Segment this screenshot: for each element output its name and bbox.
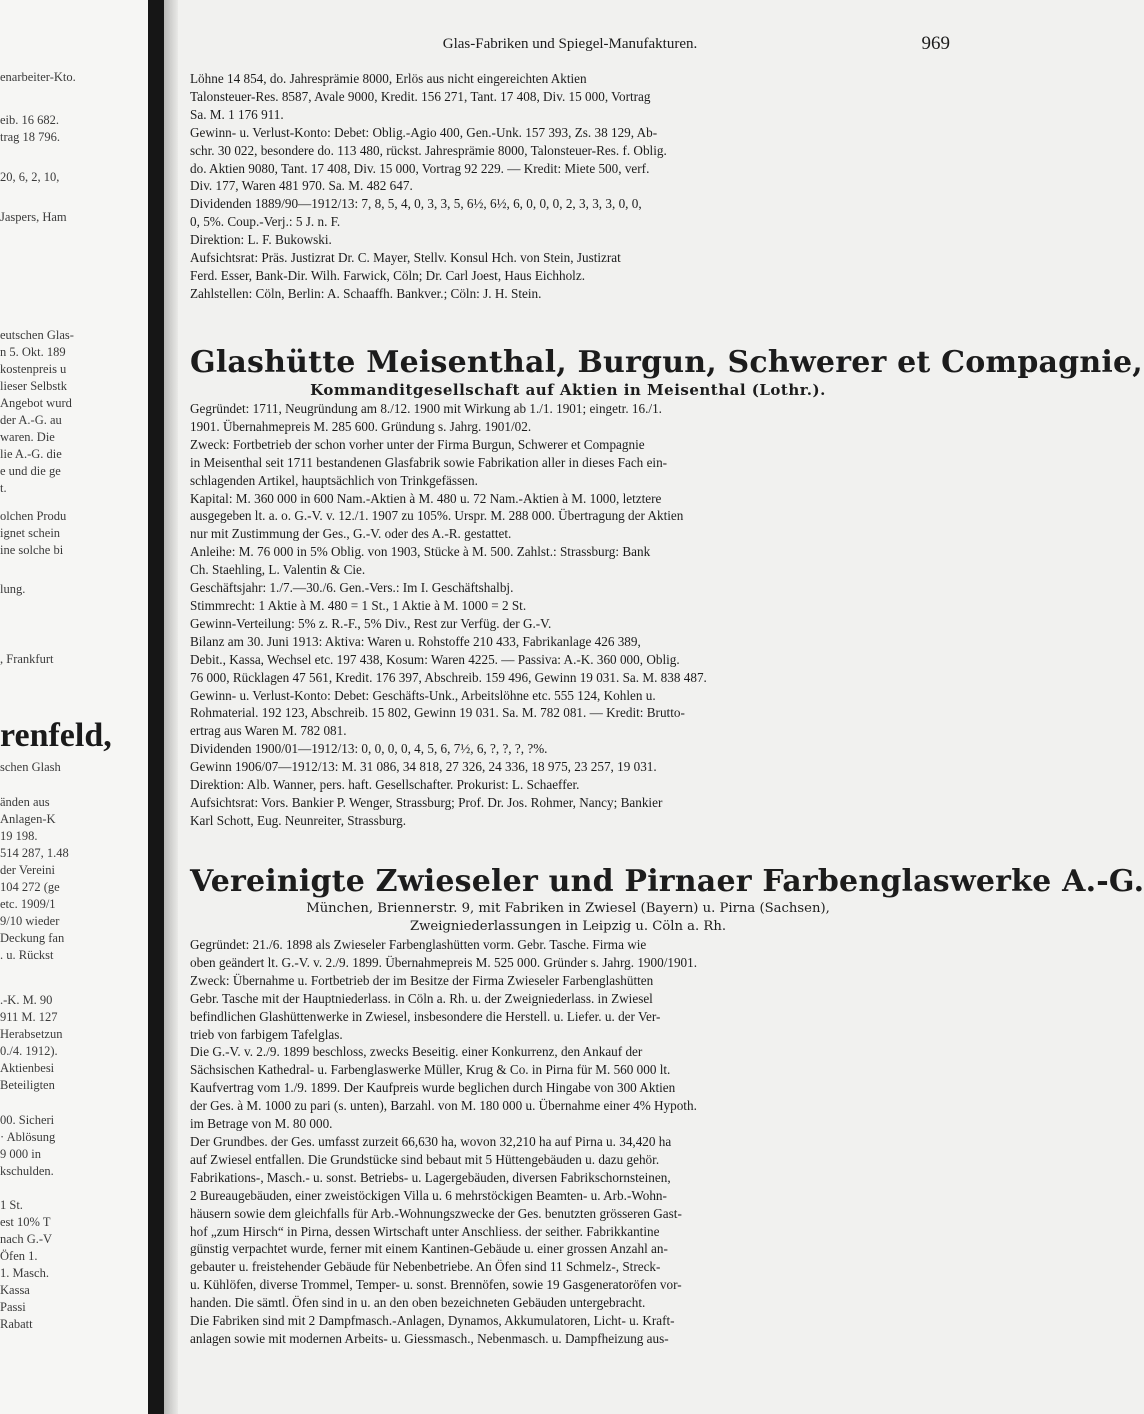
text-line: Direktion: Alb. Wanner, pers. haft. Gesellschafter. Prokurist: L. Schaeffer.: [190, 777, 580, 793]
entry-address: München, Briennerstr. 9, mit Fabriken in Zwiesel (Bayern) u. Pirna (Sachsen),: [306, 901, 830, 916]
text-line: Gewinn 1906/07—1912/13: M. 31 086, 34 818, 27 326, 24 336, 18 975, 23 257, 19 031.: [190, 759, 657, 775]
left-page-text: 9/10 wieder: [0, 914, 60, 928]
text-line: Geschäftsjahr: 1./7.—30./6. Gen.-Vers.: Im I. Geschäftshalbj.: [190, 580, 514, 596]
text-line: 76 000, Rücklagen 47 561, Kredit. 176 397, Abschreib. 159 496, Gewinn 19 031. Sa. M. 838 487.: [190, 669, 707, 685]
entry-zwiesel: [190, 864, 1144, 1348]
text-line: Zweck: Übernahme u. Fortbetrieb der im Besitze der Firma Zwieseler Farbenglashütten: [190, 972, 654, 988]
text-line: Aufsichtsrat: Vors. Bankier P. Wenger, Strassburg; Prof. Dr. Jos. Rohmer, Nancy; Bankier: [190, 794, 663, 810]
entry-branches: Zweigniederlassungen in Leipzig u. Cöln a. Rh.: [409, 919, 727, 934]
left-page-text: Kassa: [0, 1283, 30, 1297]
left-page-text: etc. 1909/1: [0, 897, 56, 911]
text-line: Kaufvertrag vom 1./9. 1899. Der Kaufpreis wurde beglichen durch Hingabe von 300 Aktien: [190, 1080, 676, 1096]
left-page-text: 0./4. 1912).: [0, 1044, 58, 1058]
book-gutter: [148, 0, 164, 1414]
left-page-fragment: [0, 0, 148, 1414]
left-page-text: 9 000 in: [0, 1147, 41, 1161]
left-page-text: est 10% T: [0, 1215, 51, 1229]
entry-subtitle: Kommanditgesellschaft auf Aktien in Meisenthal (Lothr.).: [310, 381, 826, 399]
text-line: Div. 177, Waren 481 970. Sa. M. 482 647.: [190, 178, 413, 194]
left-page-text: 104 272 (ge: [0, 880, 60, 894]
text-line: do. Aktien 9080, Tant. 17 408, Div. 15 000, Vortrag 92 229. — Kredit: Miete 500, verf.: [190, 160, 650, 176]
text-line: Dividenden 1900/01—1912/13: 0, 0, 0, 0, 4, 5, 6, 7½, 6, ?, ?, ?, ?%.: [190, 741, 548, 757]
text-line: Sa. M. 1 176 911.: [190, 106, 284, 122]
text-line: schr. 30 022, besondere do. 113 480, rückst. Jahresprämie 8000, Talonsteuer-Res. f. Oblig.: [190, 142, 667, 158]
left-page-text: änden aus: [0, 795, 50, 809]
left-page-text: Jaspers, Ham: [0, 210, 67, 224]
left-page-text: 911 M. 127: [0, 1010, 58, 1024]
text-line: oben geändert lt. G.-V. v. 2./9. 1899. Übernahmepreis M. 525 000. Gründer s. Jahrg. 1900/1901.: [190, 954, 698, 970]
text-line: ausgegeben lt. a. o. G.-V. v. 12./1. 1907 zu 105%. Urspr. M. 288 000. Übertragung der Aktien: [190, 508, 684, 524]
left-page-text: Angebot wurd: [0, 396, 72, 410]
left-page-text: eutschen Glas-: [0, 328, 74, 342]
text-line: Anleihe: M. 76 000 in 5% Oblig. von 1903, Stücke à M. 500. Zahlst.: Strassburg: Bank: [190, 544, 651, 560]
text-line: Debit., Kassa, Wechsel etc. 197 438, Kosum: Waren 4225. — Passiva: A.-K. 360 000, Oblig.: [190, 651, 680, 667]
left-page-text: kschulden.: [0, 1164, 54, 1178]
left-page-text: nach G.-V: [0, 1232, 53, 1246]
text-line: anlagen sowie mit modernen Arbeits- u. Giessmasch., Nebenmasch. u. Dampfheizung aus-: [190, 1330, 669, 1346]
text-line: Ch. Staehling, L. Valentin & Cie.: [190, 562, 366, 578]
page-number: 969: [921, 33, 950, 54]
left-page-text: ignet schein: [0, 526, 61, 540]
left-page-text: .-K. M. 90: [0, 993, 53, 1007]
left-page-text: olchen Produ: [0, 509, 67, 523]
text-line: Direktion: L. F. Bukowski.: [190, 232, 332, 248]
entry-title: Vereinigte Zwieseler und Pirnaer Farbenglaswerke A.-G.: [190, 864, 1144, 899]
left-page-text: 20, 6, 2, 10,: [0, 170, 60, 184]
text-line: Gegründet: 21./6. 1898 als Zwieseler Farbenglashütten vorm. Gebr. Tasche. Firma wie: [190, 937, 647, 952]
text-line: Ferd. Esser, Bank-Dir. Wilh. Farwick, Cöln; Dr. Carl Joest, Haus Eichholz.: [190, 267, 585, 283]
left-page-text: n 5. Okt. 189: [0, 345, 66, 359]
text-line: Stimmrecht: 1 Aktie à M. 480 = 1 St., 1 Aktie à M. 1000 = 2 St.: [190, 597, 527, 613]
left-page-text: 00. Sicheri: [0, 1113, 55, 1127]
text-line: gebauter u. freistehender Gebäude für Nebenbetriebe. An Öfen sind 11 Schmelz-, Streck-: [190, 1259, 661, 1275]
text-line: Aufsichtsrat: Präs. Justizrat Dr. C. Mayer, Stellv. Konsul Hch. von Stein, Justizrat: [190, 250, 621, 266]
text-line: Gebr. Tasche mit der Hauptniederlass. in Cöln a. Rh. u. der Zweigniederlass. in Zwiesel: [190, 990, 653, 1006]
left-page-text: Rabatt: [0, 1317, 33, 1331]
left-page-text: . u. Rückst: [0, 948, 54, 962]
left-page-text: renfeld,: [0, 717, 112, 754]
text-line: Gewinn-Verteilung: 5% z. R.-F., 5% Div., Rest zur Verfüg. der G.-V.: [190, 615, 552, 631]
text-line: 1901. Übernahmepreis M. 285 600. Gründung s. Jahrg. 1901/02.: [190, 418, 532, 434]
text-line: Gewinn- u. Verlust-Konto: Debet: Oblig.-Agio 400, Gen.-Unk. 157 393, Zs. 38 129, Ab-: [190, 124, 658, 140]
left-page-text: Passi: [0, 1300, 26, 1314]
left-page-text: 1 St.: [0, 1198, 23, 1212]
left-page-text: lie A.-G. die: [0, 447, 62, 461]
text-line: Karl Schott, Eug. Neunreiter, Strassburg.: [190, 812, 407, 828]
left-page-text: schen Glash: [0, 760, 61, 774]
left-page-text: trag 18 796.: [0, 130, 61, 144]
entry-body: [190, 936, 946, 1348]
running-head: Glas-Fabriken und Spiegel-Manufakturen.: [442, 36, 698, 52]
text-line: Talonsteuer-Res. 8587, Avale 9000, Kredit. 156 271, Tant. 17 408, Div. 15 000, Vortrag: [190, 88, 651, 104]
text-line: günstig verpachtet wurde, ferner mit einem Kantinen-Gebäude u. einer grossen Anzahl an-: [190, 1241, 668, 1257]
text-line: nur mit Zustimmung der Ges., G.-V. oder des A.-R. gestattet.: [190, 526, 512, 542]
text-line: schlagenden Artikel, hauptsächlich von Trinkgefässen.: [190, 472, 478, 488]
left-page-text: der Vereini: [0, 863, 55, 877]
entry-body: [190, 400, 946, 830]
text-line: Die Fabriken sind mit 2 Dampfmasch.-Anlagen, Dynamos, Akkumulatoren, Licht- u. Kraft-: [190, 1313, 675, 1329]
text-line: im Betrage von M. 80 000.: [190, 1116, 333, 1132]
text-line: häusern sowie dem gleichfalls für Arb.-Wohnungszwecke der Ges. benutzten grösseren Gast-: [190, 1205, 682, 1221]
entry-continued: [190, 70, 946, 303]
left-page-text: · Ablösung: [0, 1130, 56, 1144]
text-line: der Ges. à M. 1000 zu pari (s. unten), Barzahl. von M. 180 000 u. Übernahme einer 4% Hypoth.: [190, 1098, 697, 1114]
entry-meisenthal: [190, 345, 1143, 830]
left-page-text: Öfen 1.: [0, 1249, 38, 1263]
text-line: Dividenden 1889/90—1912/13: 7, 8, 5, 4, 0, 3, 3, 5, 6½, 6½, 6, 0, 0, 0, 2, 3, 3, 3, 0, 0,: [190, 196, 642, 212]
text-line: Der Grundbes. der Ges. umfasst zurzeit 66,630 ha, wovon 32,210 ha auf Pirna u. 34,420 ha: [190, 1133, 672, 1149]
left-page-text: Anlagen-K: [0, 812, 56, 826]
text-line: ertrag aus Waren M. 782 081.: [190, 723, 347, 739]
text-line: befindlichen Glashüttenwerke in Zwiesel, insbesondere die Herstell. u. Liefer. u. der Ver-: [190, 1008, 661, 1024]
left-page-text: 514 287, 1.48: [0, 846, 69, 860]
left-page-text: kostenpreis u: [0, 362, 67, 376]
text-line: Kapital: M. 360 000 in 600 Nam.-Aktien à M. 480 u. 72 Nam.-Aktien à M. 1000, letztere: [190, 490, 662, 506]
text-line: 2 Bureaugebäuden, einer zweistöckigen Villa u. 6 mehrstöckigen Beamten- u. Arb.-Wohn-: [190, 1187, 667, 1203]
left-page-text: Beteiligten: [0, 1078, 55, 1092]
text-line: Löhne 14 854, do. Jahresprämie 8000, Erlös aus nicht eingereichten Aktien: [190, 71, 587, 86]
text-line: 0, 5%. Coup.-Verj.: 5 J. n. F.: [190, 214, 341, 230]
left-page-text: Aktienbesi: [0, 1061, 55, 1075]
text-line: Bilanz am 30. Juni 1913: Aktiva: Waren u. Rohstoffe 210 433, Fabrikanlage 426 389,: [190, 633, 641, 649]
left-page-text: 1. Masch.: [0, 1266, 49, 1280]
gutter-shadow: [164, 0, 178, 1414]
text-line: Die G.-V. v. 2./9. 1899 beschloss, zwecks Beseitig. einer Konkurrenz, den Ankauf der: [190, 1044, 643, 1060]
text-line: Fabrikations-, Masch.- u. sonst. Betriebs- u. Lagergebäuden, diversen Fabrikschornsteinen,: [190, 1169, 671, 1185]
text-line: u. Kühlöfen, diverse Trommel, Temper- u. sonst. Brennöfen, sowie 19 Gasgeneratoröfen vor-: [190, 1277, 682, 1293]
text-line: auf Zwiesel entfallen. Die Grundstücke sind bebaut mit 5 Hüttengebäuden u. dazu gehör.: [190, 1151, 660, 1167]
left-page-text: e und die ge: [0, 464, 61, 478]
text-line: Gegründet: 1711, Neugründung am 8./12. 1900 mit Wirkung ab 1./1. 1901; eingetr. 16./1.: [190, 401, 662, 416]
text-line: hof „zum Hirsch“ in Pirna, dessen Wirtschaft unter Anschliess. der seither. Fabrikkantine: [190, 1223, 660, 1239]
entry-title: Glashütte Meisenthal, Burgun, Schwerer et Compagnie,: [190, 345, 1143, 380]
left-page-text: eib. 16 682.: [0, 113, 60, 127]
left-page-text: Deckung fan: [0, 931, 65, 945]
left-page-text: lieser Selbstk: [0, 379, 68, 393]
left-page-text: t.: [0, 481, 7, 495]
left-page-text: lung.: [0, 582, 26, 596]
text-line: Zweck: Fortbetrieb der schon vorher unter der Firma Burgun, Schwerer et Compagnie: [190, 436, 645, 452]
text-line: Gewinn- u. Verlust-Konto: Debet: Geschäfts-Unk., Arbeitslöhne etc. 555 124, Kohlen u.: [190, 687, 656, 703]
text-line: Rohmaterial. 192 123, Abschreib. 15 802, Gewinn 19 031. Sa. M. 782 081. — Kredit: Brutto-: [190, 705, 685, 721]
text-line: trieb von farbigem Tafelglas.: [190, 1026, 343, 1042]
left-page-text: der A.-G. au: [0, 413, 62, 427]
left-page-text: 19 198.: [0, 829, 38, 843]
text-line: handen. Die sämtl. Öfen sind in u. an den oben bezeichneten Gebäuden untergebracht.: [190, 1295, 646, 1311]
text-line: Zahlstellen: Cöln, Berlin: A. Schaaffh. Bankver.; Cöln: J. H. Stein.: [190, 285, 542, 301]
text-line: in Meisenthal seit 1711 bestandenen Glasfabrik sowie Fabrikation aller in dieses Fach ein-: [190, 454, 668, 470]
left-page-text: ine solche bi: [0, 543, 64, 557]
text-line: Sächsischen Kathedral- u. Farbenglaswerke Müller, Krug & Co. in Pirna für M. 560 000 lt.: [190, 1062, 671, 1078]
left-page-text: , Frankfurt: [0, 652, 54, 666]
left-page-text: Herabsetzun: [0, 1027, 63, 1041]
main-page: [190, 0, 1144, 1414]
left-page-text: enarbeiter-Kto.: [0, 70, 76, 84]
left-page-text: waren. Die: [0, 430, 55, 444]
